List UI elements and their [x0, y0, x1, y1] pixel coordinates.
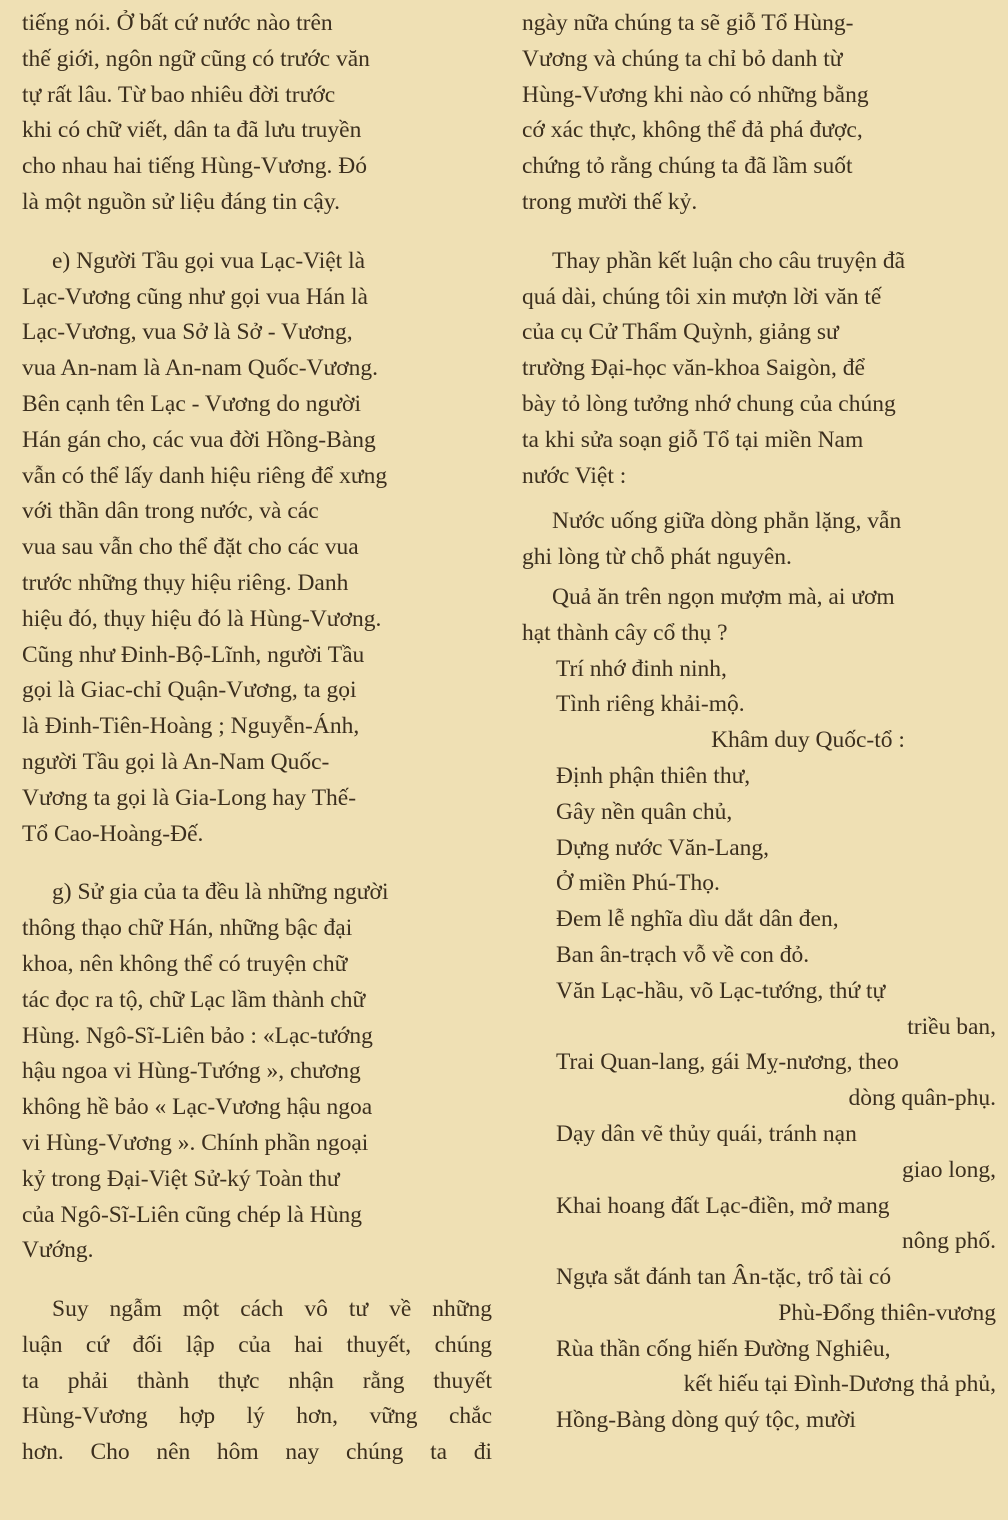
text-line: Suy ngẫm một cách vô tư về những [52, 1296, 492, 1323]
text-line: ghi lòng từ chỗ phát nguyên. [522, 544, 792, 571]
text-line: vua sau vẫn cho thể đặt cho các vua [22, 534, 359, 561]
verse-line-continuation: nông phố. [902, 1228, 996, 1255]
text-line: ngày nữa chúng ta sẽ giỗ Tổ Hùng- [522, 10, 854, 36]
text-line: là một nguồn sử liệu đáng tin cậy. [22, 188, 340, 215]
right-column [522, 6, 1000, 1439]
verse-line-continuation: dòng quân-phụ. [848, 1085, 996, 1112]
verse-line: Dựng nước Văn-Lang, [556, 834, 770, 861]
verse-line: Rùa thần cống hiến Đường Nghiêu, [556, 1335, 891, 1362]
text-line: Lạc-Vương, vua Sở là Sở - Vương, [22, 319, 353, 346]
eulogy-stanza-1 [522, 504, 1000, 576]
text-line: Thay phần kết luận cho câu truyện đã [552, 247, 906, 274]
text-line: khi có chữ viết, dân ta đã lưu truyền [22, 117, 362, 144]
text-line: e) Người Tầu gọi vua Lạc-Việt là [52, 247, 366, 274]
text-line: Hùng-Vương khi nào có những bằng [522, 81, 869, 108]
verse-line-continuation: triều ban, [907, 1013, 996, 1040]
verse-line: Ban ân-trạch vỗ về con đỏ. [556, 941, 810, 968]
text-line: hạt thành cây cổ thụ ? [522, 619, 728, 646]
text-line: kỷ trong Đại-Việt Sử-ký Toàn thư [22, 1165, 340, 1192]
verse-line-continuation: kết hiếu tại Đình-Dương thả phủ, [683, 1371, 996, 1398]
text-line: hơn. Cho nên hôm nay chúng ta đi [22, 1439, 492, 1466]
text-line: tiếng nói. Ở bất cứ nước nào trên [22, 10, 333, 36]
verse-block [522, 652, 1000, 1440]
text-line: thông thạo chữ Hán, những bậc đại [22, 915, 353, 942]
paragraph-intro-eulogy [522, 244, 1000, 495]
paragraph-e [22, 244, 492, 853]
text-line: ta khi sửa soạn giỗ Tổ tại miền Nam [522, 426, 864, 453]
text-line: trước những thụy hiệu riêng. Danh [22, 569, 349, 596]
text-line: Quả ăn trên ngọn mượm mà, ai ươm [552, 583, 895, 610]
paragraph-1 [22, 6, 492, 221]
text-line: trường Đại-học văn-khoa Saigòn, để [522, 355, 865, 382]
left-column [22, 6, 492, 1471]
text-line: tự rất lâu. Từ bao nhiêu đời trước [22, 81, 336, 108]
verse-line-continuation: giao long, [902, 1156, 996, 1183]
text-line: Vương và chúng ta chỉ bỏ danh từ [522, 45, 843, 72]
verse-line: Định phận thiên thư, [556, 762, 751, 789]
verse-line-continuation: Phù-Đổng thiên-vương [778, 1299, 996, 1326]
verse-line: Khai hoang đất Lạc-điền, mở mang [556, 1192, 890, 1219]
text-line: Hán gán cho, các vua đời Hồng-Bàng [22, 426, 376, 453]
text-line: không hề bảo « Lạc-Vương hậu ngoa [22, 1094, 373, 1121]
text-line: Cũng như Đinh-Bộ-Lĩnh, người Tầu [22, 641, 365, 668]
text-line: hiệu đó, thụy hiệu đó là Hùng-Vương. [22, 605, 382, 632]
text-line: Vương ta gọi là Gia-Long hay Thế- [22, 784, 357, 811]
text-line: khoa, nên không thể có truyện chữ [22, 950, 348, 977]
verse-line: Ở miền Phú-Thọ. [556, 870, 720, 897]
text-line: chứng tỏ rằng chúng ta đã lầm suốt [522, 153, 853, 180]
text-line: Nước uống giữa dòng phẳn lặng, vẫn [552, 508, 902, 535]
text-line: Tổ Cao-Hoàng-Đế. [22, 820, 204, 847]
text-line: gọi là Giac-chỉ Quận-Vương, ta gọi [22, 677, 357, 704]
verse-line: Ngựa sắt đánh tan Ân-tặc, trổ tài có [556, 1264, 892, 1291]
text-line: vi Hùng-Vương ». Chính phần ngoại [22, 1129, 369, 1156]
text-line: Hùng. Ngô-Sĩ-Liên bảo : «Lạc-tướng [22, 1022, 373, 1049]
text-line: luận cứ đối lập của hai thuyết, chúng [22, 1331, 492, 1358]
verse-line: Dạy dân vẽ thủy quái, tránh nạn [556, 1120, 857, 1147]
text-line: là Đinh-Tiên-Hoàng ; Nguyễn-Ánh, [22, 713, 360, 740]
text-line: hậu ngoa vi Hùng-Tướng », chương [22, 1058, 361, 1085]
text-line: với thần dân trong nước, và các [22, 498, 319, 525]
text-line: nước Việt : [522, 462, 627, 489]
text-line: Bên cạnh tên Lạc - Vương do người [22, 390, 361, 417]
verse-line: Hồng-Bàng dòng quý tộc, mười [556, 1407, 856, 1434]
text-line: Hùng-Vương hợp lý hơn, vững chắc [22, 1403, 492, 1430]
text-line: g) Sử gia của ta đều là những người [52, 879, 389, 906]
verse-line: Gây nền quân chủ, [556, 798, 733, 825]
text-line: vẫn có thể lấy danh hiệu riêng để xưng [22, 462, 388, 489]
text-line: vua An-nam là An-nam Quốc-Vương. [22, 355, 379, 382]
text-line: người Tầu gọi là An-Nam Quốc- [22, 748, 330, 775]
text-line: cho nhau hai tiếng Hùng-Vương. Đó [22, 153, 367, 180]
text-line: của cụ Cử Thẩm Quỳnh, giảng sư [522, 319, 839, 346]
paragraph-g [22, 875, 492, 1269]
text-line: quá dài, chúng tôi xin mượn lời văn tế [522, 283, 882, 310]
paragraph-continued [522, 6, 1000, 221]
eulogy-stanza-2 [522, 580, 1000, 652]
text-line: Vướng. [22, 1237, 94, 1264]
text-line: cớ xác thực, không thể đả phá được, [522, 117, 863, 144]
text-line: của Ngô-Sĩ-Liên cũng chép là Hùng [22, 1201, 362, 1228]
text-line: trong mười thế kỷ. [522, 188, 698, 215]
verse-line: Tình riêng khải-mộ. [556, 691, 745, 718]
verse-line: Trí nhớ đinh ninh, [556, 655, 727, 682]
verse-line: Đem lễ nghĩa dìu dắt dân đen, [556, 906, 839, 933]
verse-line: Văn Lạc-hầu, võ Lạc-tướng, thứ tự [556, 977, 886, 1004]
text-line: thế giới, ngôn ngữ cũng có trước văn [22, 45, 370, 72]
verse-line: Trai Quan-lang, gái Mỵ-nương, theo [556, 1049, 899, 1076]
paragraph-conclusion [22, 1292, 492, 1471]
text-line: Lạc-Vương cũng như gọi vua Hán là [22, 283, 368, 310]
verse-title: Khâm duy Quốc-tổ : [711, 727, 905, 754]
text-line: bày tỏ lòng tưởng nhớ chung của chúng [522, 390, 896, 417]
text-line: tác đọc ra tộ, chữ Lạc lầm thành chữ [22, 986, 366, 1013]
text-line: ta phải thành thực nhận rằng thuyết [22, 1367, 492, 1394]
